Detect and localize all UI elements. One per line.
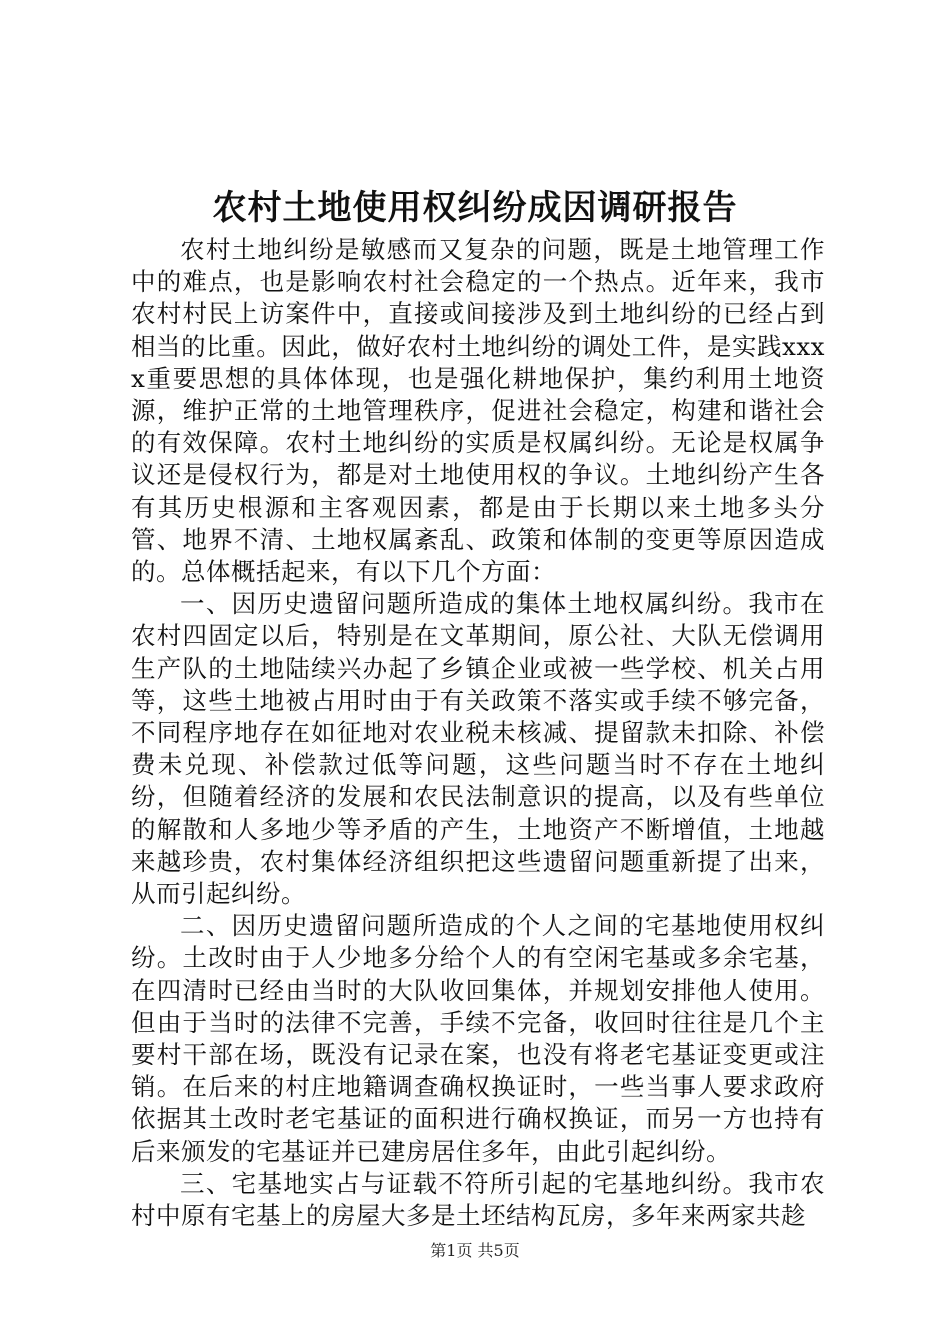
intro-paragraph: 农村土地纠纷是敏感而又复杂的问题，既是土地管理工作中的难点，也是影响农村社会稳定的一个热点。近年来，我市农村村民上访案件中，直接或间接涉及到土地纠纷的已经占到相当的比重。因此，做好农村土地纠纷的调处工件，是实践xxxx重要思想的具体体现，也是强化耕地保护，集约利用土地资源，维护正常的土地管理秩序，促进社会稳定，构建和谐社会的有效保障。农村土地纠纷的实质是权属纠纷。无论是权属争议还是侵权行为，都是对土地使用权的争议。土地纠纷产生各有其历史根源和主客观因素，都是由于长期以来土地多头分管、地界不清、土地权属紊乱、政策和体制的变更等原因造成的。总体概括起来，有以下几个方面： [131,235,825,587]
section-three-paragraph: 三、宅基地实占与证载不符所引起的宅基地纠纷。我市农村中原有宅基上的房屋大多是土坯结构瓦房，多年来两家共趁 [131,1168,825,1231]
document-body [131,234,825,1232]
document-title: 农村土地使用权纠纷成因调研报告 [212,188,738,228]
section-two-paragraph: 二、因历史遗留问题所造成的个人之间的宅基地使用权纠纷。土改时由于人少地多分给个人的有空闲宅基或多余宅基，在四清时已经由当时的大队收回集体，并规划安排他人使用。但由于当时的法律不完善，手续不完备，收回时往往是几个主要村干部在场，既没有记录在案，也没有将老宅基证变更或注销。在后来的村庄地籍调查确权换证时，一些当事人要求政府依据其土改时老宅基证的面积进行确权换证，而另一方也持有后来颁发的宅基证并已建房居住多年，由此引起纠纷。 [131,911,825,1166]
page-number-footer: 第1页 共5页 [430,1241,520,1260]
section-one-paragraph: 一、因历史遗留问题所造成的集体土地权属纠纷。我市在农村四固定以后，特别是在文革期间，原公社、大队无偿调用生产队的土地陆续兴办起了乡镇企业或被一些学校、机关占用等，这些土地被占用时由于有关政策不落实或手续不够完备，不同程序地存在如征地对农业税未核减、提留款未扣除、补偿费未兑现、补偿款过低等问题，这些问题当时不存在土地纠纷，但随着经济的发展和农民法制意识的提高，以及有些单位的解散和人多地少等矛盾的产生，土地资产不断增值，土地越来越珍贵，农村集体经济组织把这些遗留问题重新提了出来，从而引起纠纷。 [131,589,825,909]
